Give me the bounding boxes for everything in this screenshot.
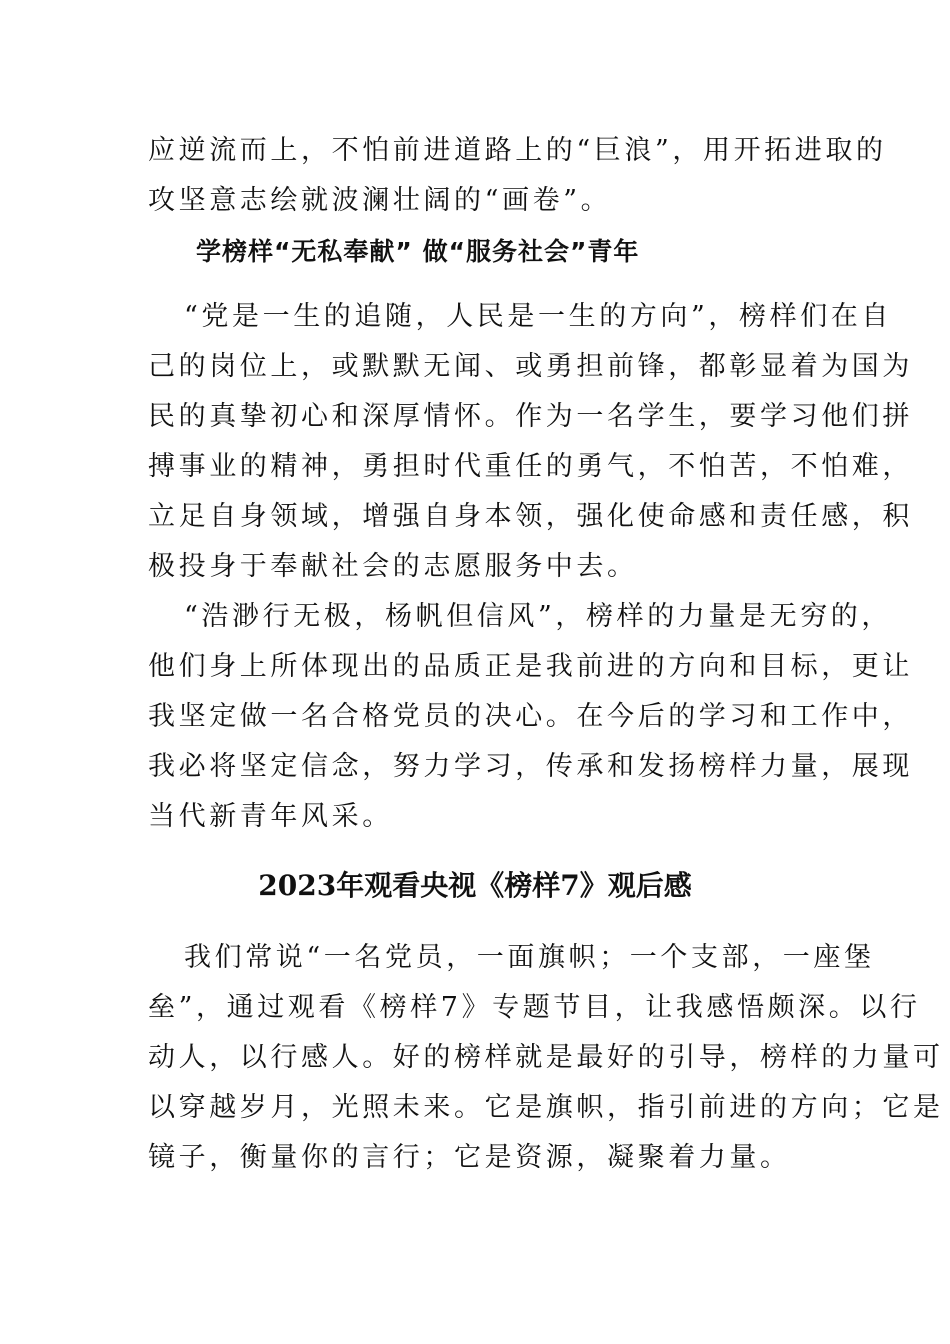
paragraph-line: 搏事业的精神，勇担时代重任的勇气，不怕苦，不怕难， — [148, 451, 913, 482]
paragraph-line: 当代新青年风采。 — [148, 801, 393, 832]
paragraph-line: 动人，以行感人。好的榜样就是最好的引导，榜样的力量可 — [148, 1042, 944, 1073]
paragraph-line: 他们身上所体现出的品质正是我前进的方向和目标，更让 — [148, 651, 913, 682]
paragraph-line: 攻坚意志绘就波澜壮阔的“画卷”。 — [148, 185, 612, 216]
paragraph-line: 立足自身领域，增强自身本领，强化使命感和责任感，积 — [148, 501, 913, 532]
paragraph-line: “党是一生的追随，人民是一生的方向”，榜样们在自 — [184, 301, 893, 332]
paragraph-line: 应逆流而上，不怕前进道路上的“巨浪”，用开拓进取的 — [148, 135, 887, 166]
paragraph-line: 极投身于奉献社会的志愿服务中去。 — [148, 551, 638, 582]
paragraph-line: 民的真挚初心和深厚情怀。作为一名学生，要学习他们拼 — [148, 401, 913, 432]
paragraph-line: 以穿越岁月，光照未来。它是旗帜，指引前进的方向；它是 — [148, 1092, 944, 1123]
paragraph-line: 我们常说“一名党员，一面旗帜；一个支部，一座堡 — [184, 942, 875, 973]
section-heading: 学榜样“无私奉献” 做“服务社会”青年 — [196, 237, 640, 266]
document-title: 2023年观看央视《榜样7》观后感 — [258, 869, 692, 902]
paragraph-line: 己的岗位上，或默默无闻、或勇担前锋，都彰显着为国为 — [148, 351, 913, 382]
paragraph-line: 我坚定做一名合格党员的决心。在今后的学习和工作中， — [148, 701, 913, 732]
paragraph-line: “浩渺行无极，杨帆但信风”，榜样的力量是无穷的， — [184, 601, 893, 632]
paragraph-line: 垒”，通过观看《榜样7》专题节目，让我感悟颇深。以行 — [148, 992, 921, 1023]
paragraph-line: 镜子，衡量你的言行；它是资源，凝聚着力量。 — [148, 1142, 791, 1173]
paragraph-line: 我必将坚定信念，努力学习，传承和发扬榜样力量，展现 — [148, 751, 913, 782]
